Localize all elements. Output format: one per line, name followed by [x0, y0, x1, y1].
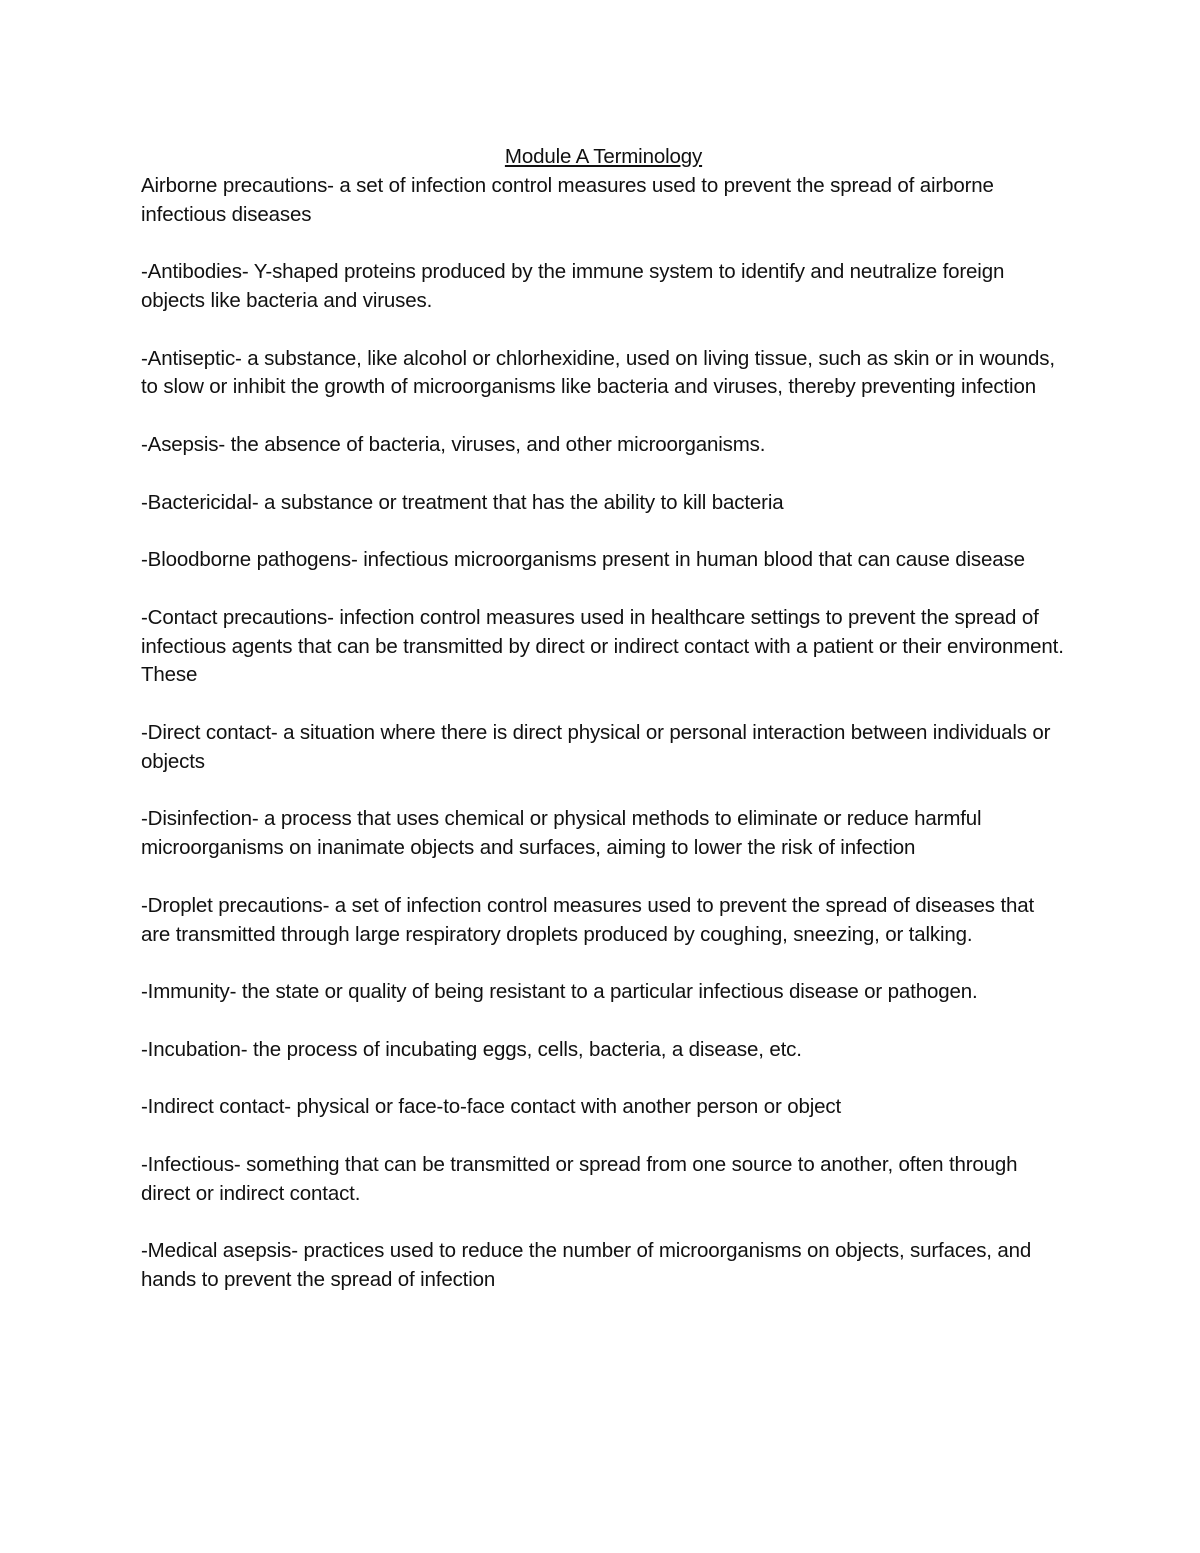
term-entry-asepsis: -Asepsis- the absence of bacteria, viruses, and other microorganisms. — [141, 432, 766, 456]
term-entry-direct-contact: -Direct contact- a situation where there is direct physical or personal interaction between individuals or objects — [141, 720, 1051, 773]
document-title: Module A Terminology — [504, 145, 703, 168]
term-entry-bactericidal: -Bactericidal- a substance or treatment that has the ability to kill bacteria — [141, 490, 784, 514]
term-entry-droplet-precautions: -Droplet precautions- a set of infection control measures used to prevent the spread of diseases that are transmitted through large respiratory droplets produced by coughing, sneezing, or talking. — [141, 893, 1035, 946]
document-body — [141, 143, 1066, 1324]
term-entry-indirect-contact: -Indirect contact- physical or face-to-face contact with another person or object — [141, 1095, 842, 1119]
term-entry-disinfection: -Disinfection- a process that uses chemical or physical methods to eliminate or reduce harmful microorganisms on inanimate objects and surfaces, aiming to lower the risk of infection — [141, 807, 982, 860]
term-entry-incubation: -Incubation- the process of incubating eggs, cells, bacteria, a disease, etc. — [141, 1037, 802, 1061]
term-entry-antiseptic: -Antiseptic- a substance, like alcohol or chlorhexidine, used on living tissue, such as skin or in wounds, to slow or inhibit the growth of microorganisms like bacteria and viruses, thereby preventing infection — [141, 346, 1055, 399]
term-entry-antibodies: -Antibodies- Y-shaped proteins produced by the immune system to identify and neutralize foreign objects like bacteria and viruses. — [141, 260, 1005, 312]
term-entry-medical-asepsis: -Medical asepsis- practices used to reduce the number of microorganisms on objects, surfaces, and hands to prevent the spread of infection — [141, 1239, 1032, 1292]
term-entry-bloodborne-pathogens: -Bloodborne pathogens- infectious microorganisms present in human blood that can cause disease — [141, 548, 1025, 572]
term-entry-airborne-precautions: Airborne precautions- a set of infection control measures used to prevent the spread of airborne infectious diseases — [141, 173, 994, 226]
term-entry-contact-precautions: -Contact precautions- infection control measures used in healthcare settings to prevent the spread of infectious agents that can be transmitted by direct or indirect contact with a patient or their environment. These — [141, 605, 1064, 687]
term-entry-immunity: -Immunity- the state or quality of being resistant to a particular infectious disease or pathogen. — [141, 980, 978, 1004]
term-entry-infectious: -Infectious- something that can be transmitted or spread from one source to another, often through direct or indirect contact. — [141, 1152, 1018, 1205]
